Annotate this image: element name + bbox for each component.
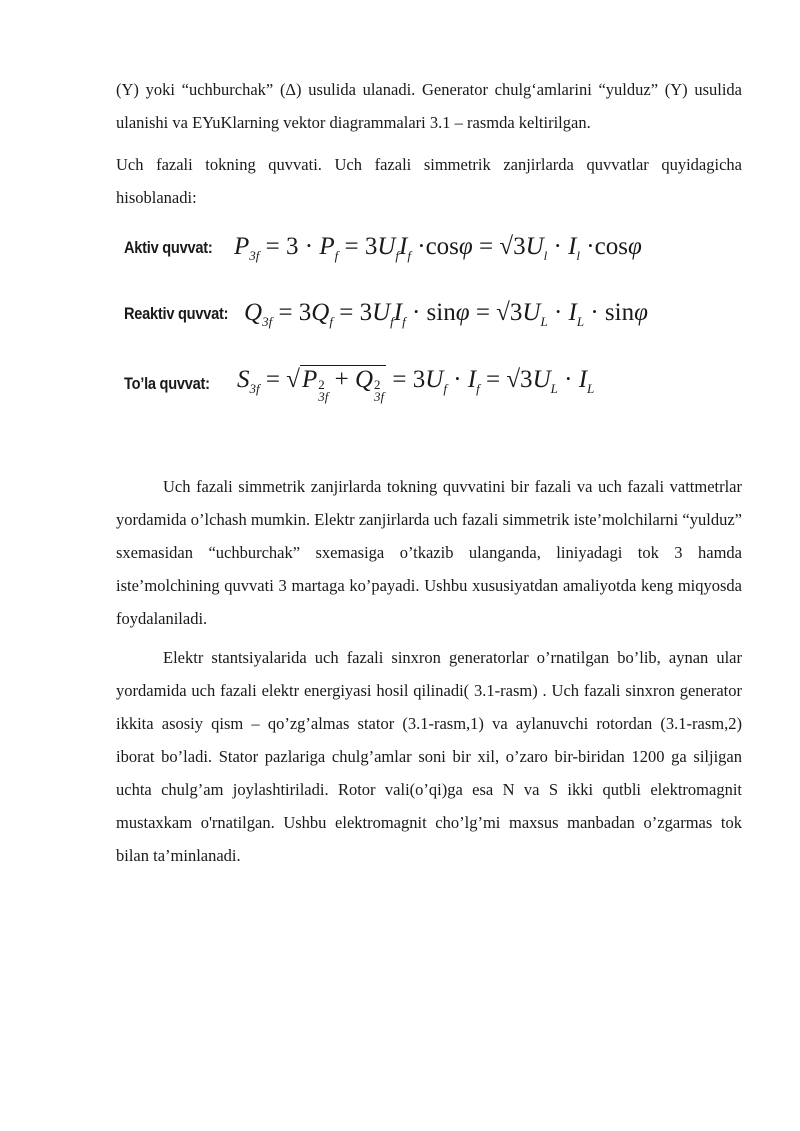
paragraph-three-phase-power: Uch fazali tokning quvvati. Uch fazali simmetrik zanjirlarda quvvatlar quyidagicha hisoblanadi: bbox=[116, 155, 742, 207]
formula-label-reactive: Reaktiv quvvat: bbox=[124, 304, 229, 323]
paragraph-wattmeter-measurement: Uch fazali simmetrik zanjirlarda tokning quvvatini bir fazali va uch fazali vattmetrlar yordamida o’lchash mumkin. Elektr zanjirlarda uch fazali simmetrik iste’molchilarni “yulduz” sxemasidan “uchburchak” sxemasiga o’tkazib ulanganda, liniyadagi tok 3 hamda iste’molchining quvvati 3 martaga ko’payadi. Ushbu xususiyatdan amaliyotda keng miqyosda foydalaniladi. bbox=[116, 477, 742, 628]
paragraph-generator-connection: (Y) yoki “uchburchak” (Δ) usulida ulanadi. Generator chulg‘amlarini “yulduz” (Y) usulida ulanishi va EYuKlarning vektor diagrammalari 3.1 – rasmda keltirilgan. bbox=[116, 80, 742, 132]
formula-label-full: To’la quvvat: bbox=[124, 374, 210, 393]
formula-label-active: Aktiv quvvat: bbox=[124, 238, 213, 257]
paragraph-synchronous-generator: Elektr stantsiyalarida uch fazali sinxron generatorlar o’rnatilgan bo’lib, aynan ular yordamida uch fazali elektr energiyasi hosil qilinadi( 3.1-rasm) . Uch fazali sinxron generator ikkita asosiy qism – qo’zg’almas stator (3.1-rasm,1) va aylanuvchi rotordan (3.1-rasm,2) iborat bo’ladi. Stator pazlariga chulg’amlar soni bir xil, o’zaro bir-biridan 1200 ga siljigan uchta chulg’am joylashtiriladi. Rotor vali(o’qi)ga esa N va S ikki qutbli elektromagnit mustaxkam o'rnatilgan. Ushbu elektromagnit cho’lg’mi maxsus manbadan o’zgarmas tok bilan ta’minlanadi. bbox=[116, 648, 742, 865]
formula-expression-reactive: $Q_{3f} = 3Q_f = 3U_fI_f \cdot \sin\varphi = √3U_L \cdot I_L \cdot \sin\varphi$ bbox=[244, 298, 648, 329]
formula-reactive-power bbox=[124, 292, 648, 336]
formula-active-power bbox=[124, 226, 642, 270]
formula-full-power bbox=[124, 362, 595, 406]
formula-expression-active: $P_{3f} = 3 \cdot P_f = 3U_fI_f \cdot\cos\varphi = √3U_l \cdot I_l \cdot\cos\varphi$ bbox=[234, 232, 642, 263]
formula-expression-full: $S_{3f} = √P$ 2 3f + Q 2 3f = $3U_f \cdot I_f = √3U_L \cdot I_L$ bbox=[237, 366, 595, 404]
